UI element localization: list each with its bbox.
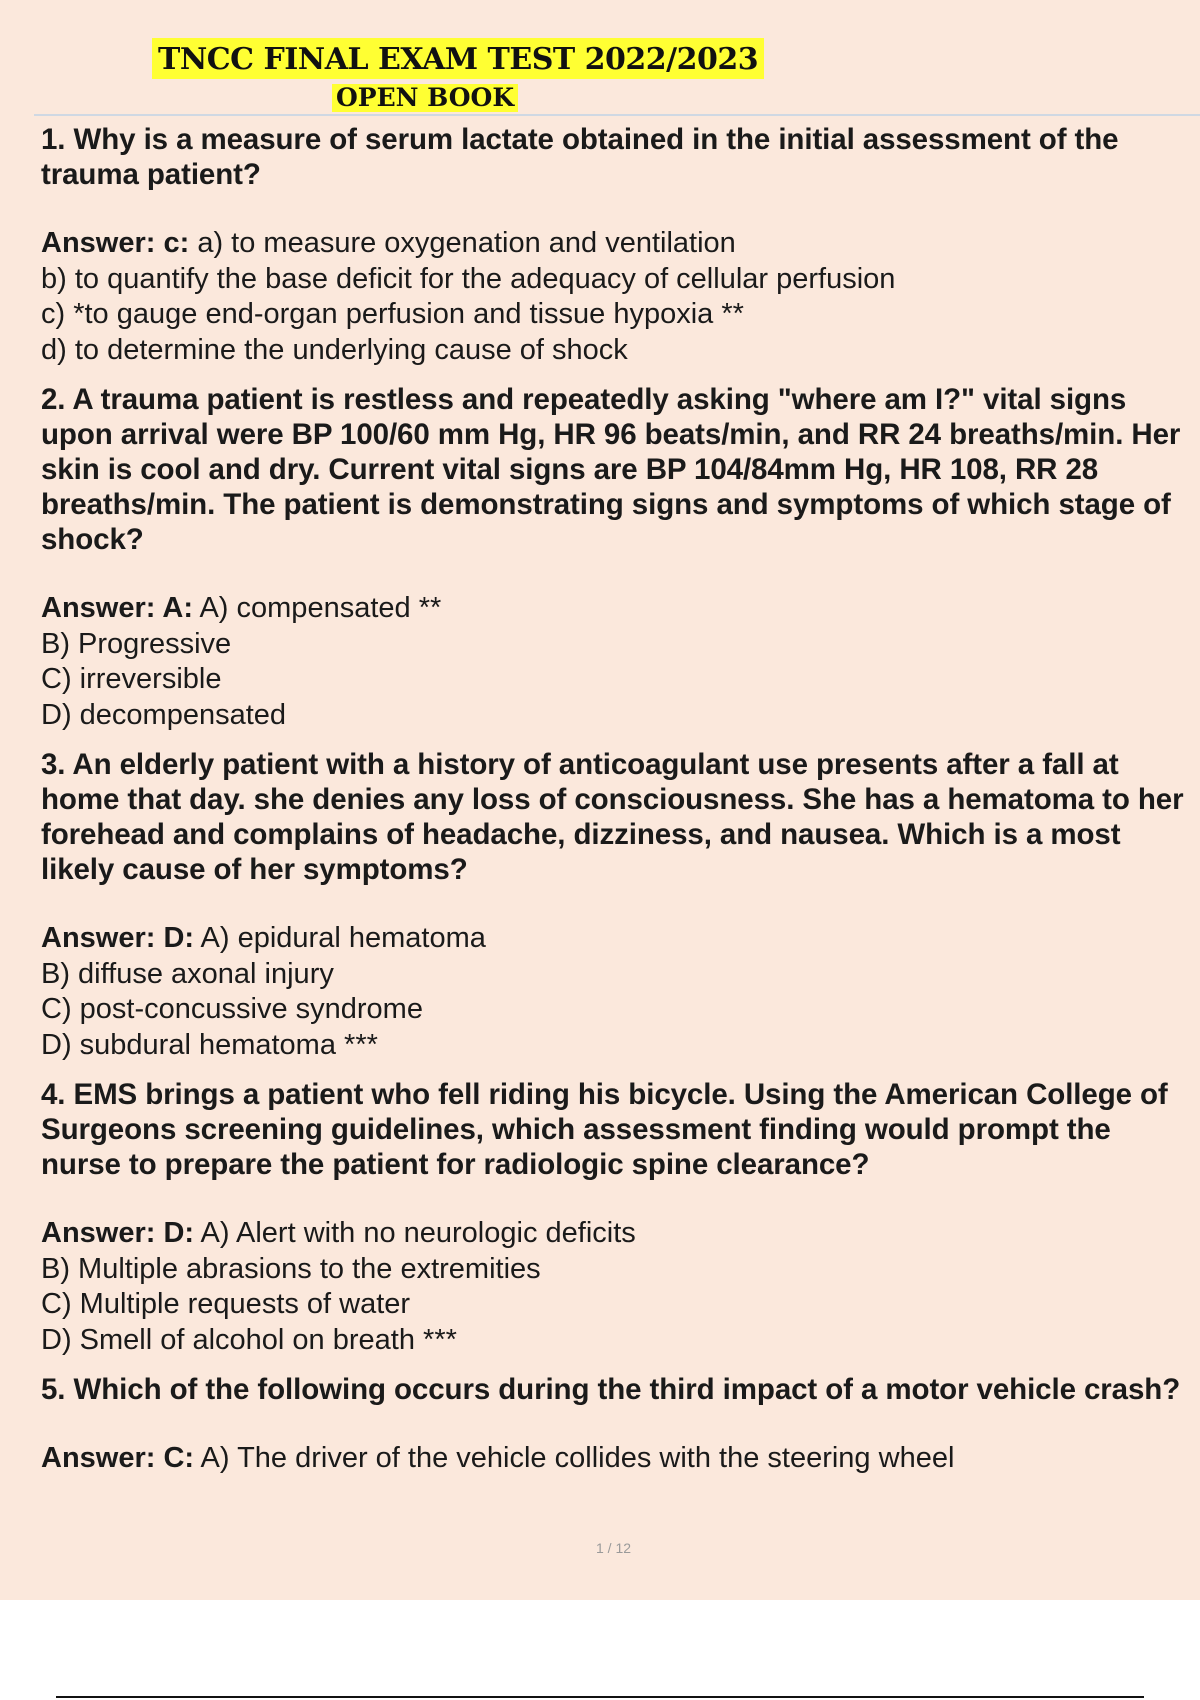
question-text: 1. Why is a measure of serum lactate obtained in the initial assessment of the trauma patient? [41, 123, 1119, 191]
answer-options [41, 921, 1196, 1063]
document-subtitle: OPEN BOOK [332, 84, 518, 112]
question-text: 3. An elderly patient with a history of anticoagulant use presents after a fall at home that day. she denies any loss of consciousness. She has a hematoma to her forehead and complains of headache, dizziness, and nausea. Which is a most likely cause of her symptoms? [41, 748, 1184, 886]
option-text: A) compensated ** [199, 592, 442, 624]
answer-option: C) Multiple requests of water [41, 1288, 411, 1320]
document-title: TNCC FINAL EXAM TEST 2022/2023 [152, 38, 764, 79]
answer-option [41, 921, 1196, 957]
answer-option [41, 591, 1196, 627]
answer-label: Answer: A: [41, 592, 193, 624]
answer-option: D) Smell of alcohol on breath *** [41, 1323, 457, 1356]
option-text: a) to measure oxygenation and ventilation [197, 227, 736, 259]
page-number: 1 / 12 [595, 1540, 632, 1556]
answer-option: C) post-concussive syndrome [41, 993, 423, 1025]
answer-option: b) to quantify the base deficit for the adequacy of cellular perfusion [41, 262, 896, 295]
answer-options [41, 1216, 1196, 1358]
answer-label: Answer: D: [41, 922, 195, 954]
question-block-4 [41, 1077, 1196, 1358]
option-text: A) Alert with no neurologic deficits [200, 1217, 636, 1249]
answer-options [41, 226, 1196, 368]
question-block-3 [41, 747, 1196, 1063]
answer-options [41, 591, 1196, 733]
answer-option: D) decompensated [41, 698, 287, 731]
question-block-2 [41, 382, 1196, 733]
answer-option: B) Progressive [41, 627, 232, 660]
answer-option [41, 1216, 1196, 1252]
answer-label: Answer: D: [41, 1217, 195, 1249]
answer-option [41, 1441, 1196, 1477]
question-text: 4. EMS brings a patient who fell riding his bicycle. Using the American College of Surgeons screening guidelines, which assessment finding would prompt the nurse to prepare the patient for radiologic spine clearance? [41, 1078, 1168, 1181]
answer-label: Answer: c: [41, 227, 190, 259]
question-block-5 [41, 1372, 1196, 1477]
answer-option [41, 226, 1196, 262]
answer-option: c) *to gauge end-organ perfusion and tissue hypoxia ** [41, 298, 744, 330]
question-block-1 [41, 122, 1196, 368]
document-header [0, 0, 1200, 120]
header-divider [34, 114, 1200, 116]
answer-option: B) diffuse axonal injury [41, 957, 334, 990]
answer-label: Answer: C: [41, 1442, 195, 1474]
question-list [41, 122, 1196, 1491]
answer-options [41, 1441, 1196, 1477]
option-text: A) epidural hematoma [200, 922, 486, 954]
bottom-divider [56, 1696, 1144, 1698]
answer-option: C) irreversible [41, 663, 222, 695]
question-text: 2. A trauma patient is restless and repeatedly asking "where am I?" vital signs upon arrival were BP 100/60 mm Hg, HR 96 beats/min, and RR 24 breaths/min. Her skin is cool and dry. Current vital signs are BP 104/84mm Hg, HR 108, RR 28 breaths/min. The patient is demonstrating signs and symptoms of which stage of shock? [41, 383, 1181, 556]
answer-option: D) subdural hematoma *** [41, 1028, 378, 1061]
question-text: 5. Which of the following occurs during the third impact of a motor vehicle crash? [41, 1373, 1181, 1406]
option-text: A) The driver of the vehicle collides with the steering wheel [200, 1442, 955, 1474]
answer-option: d) to determine the underlying cause of shock [41, 333, 628, 366]
answer-option: B) Multiple abrasions to the extremities [41, 1252, 541, 1285]
